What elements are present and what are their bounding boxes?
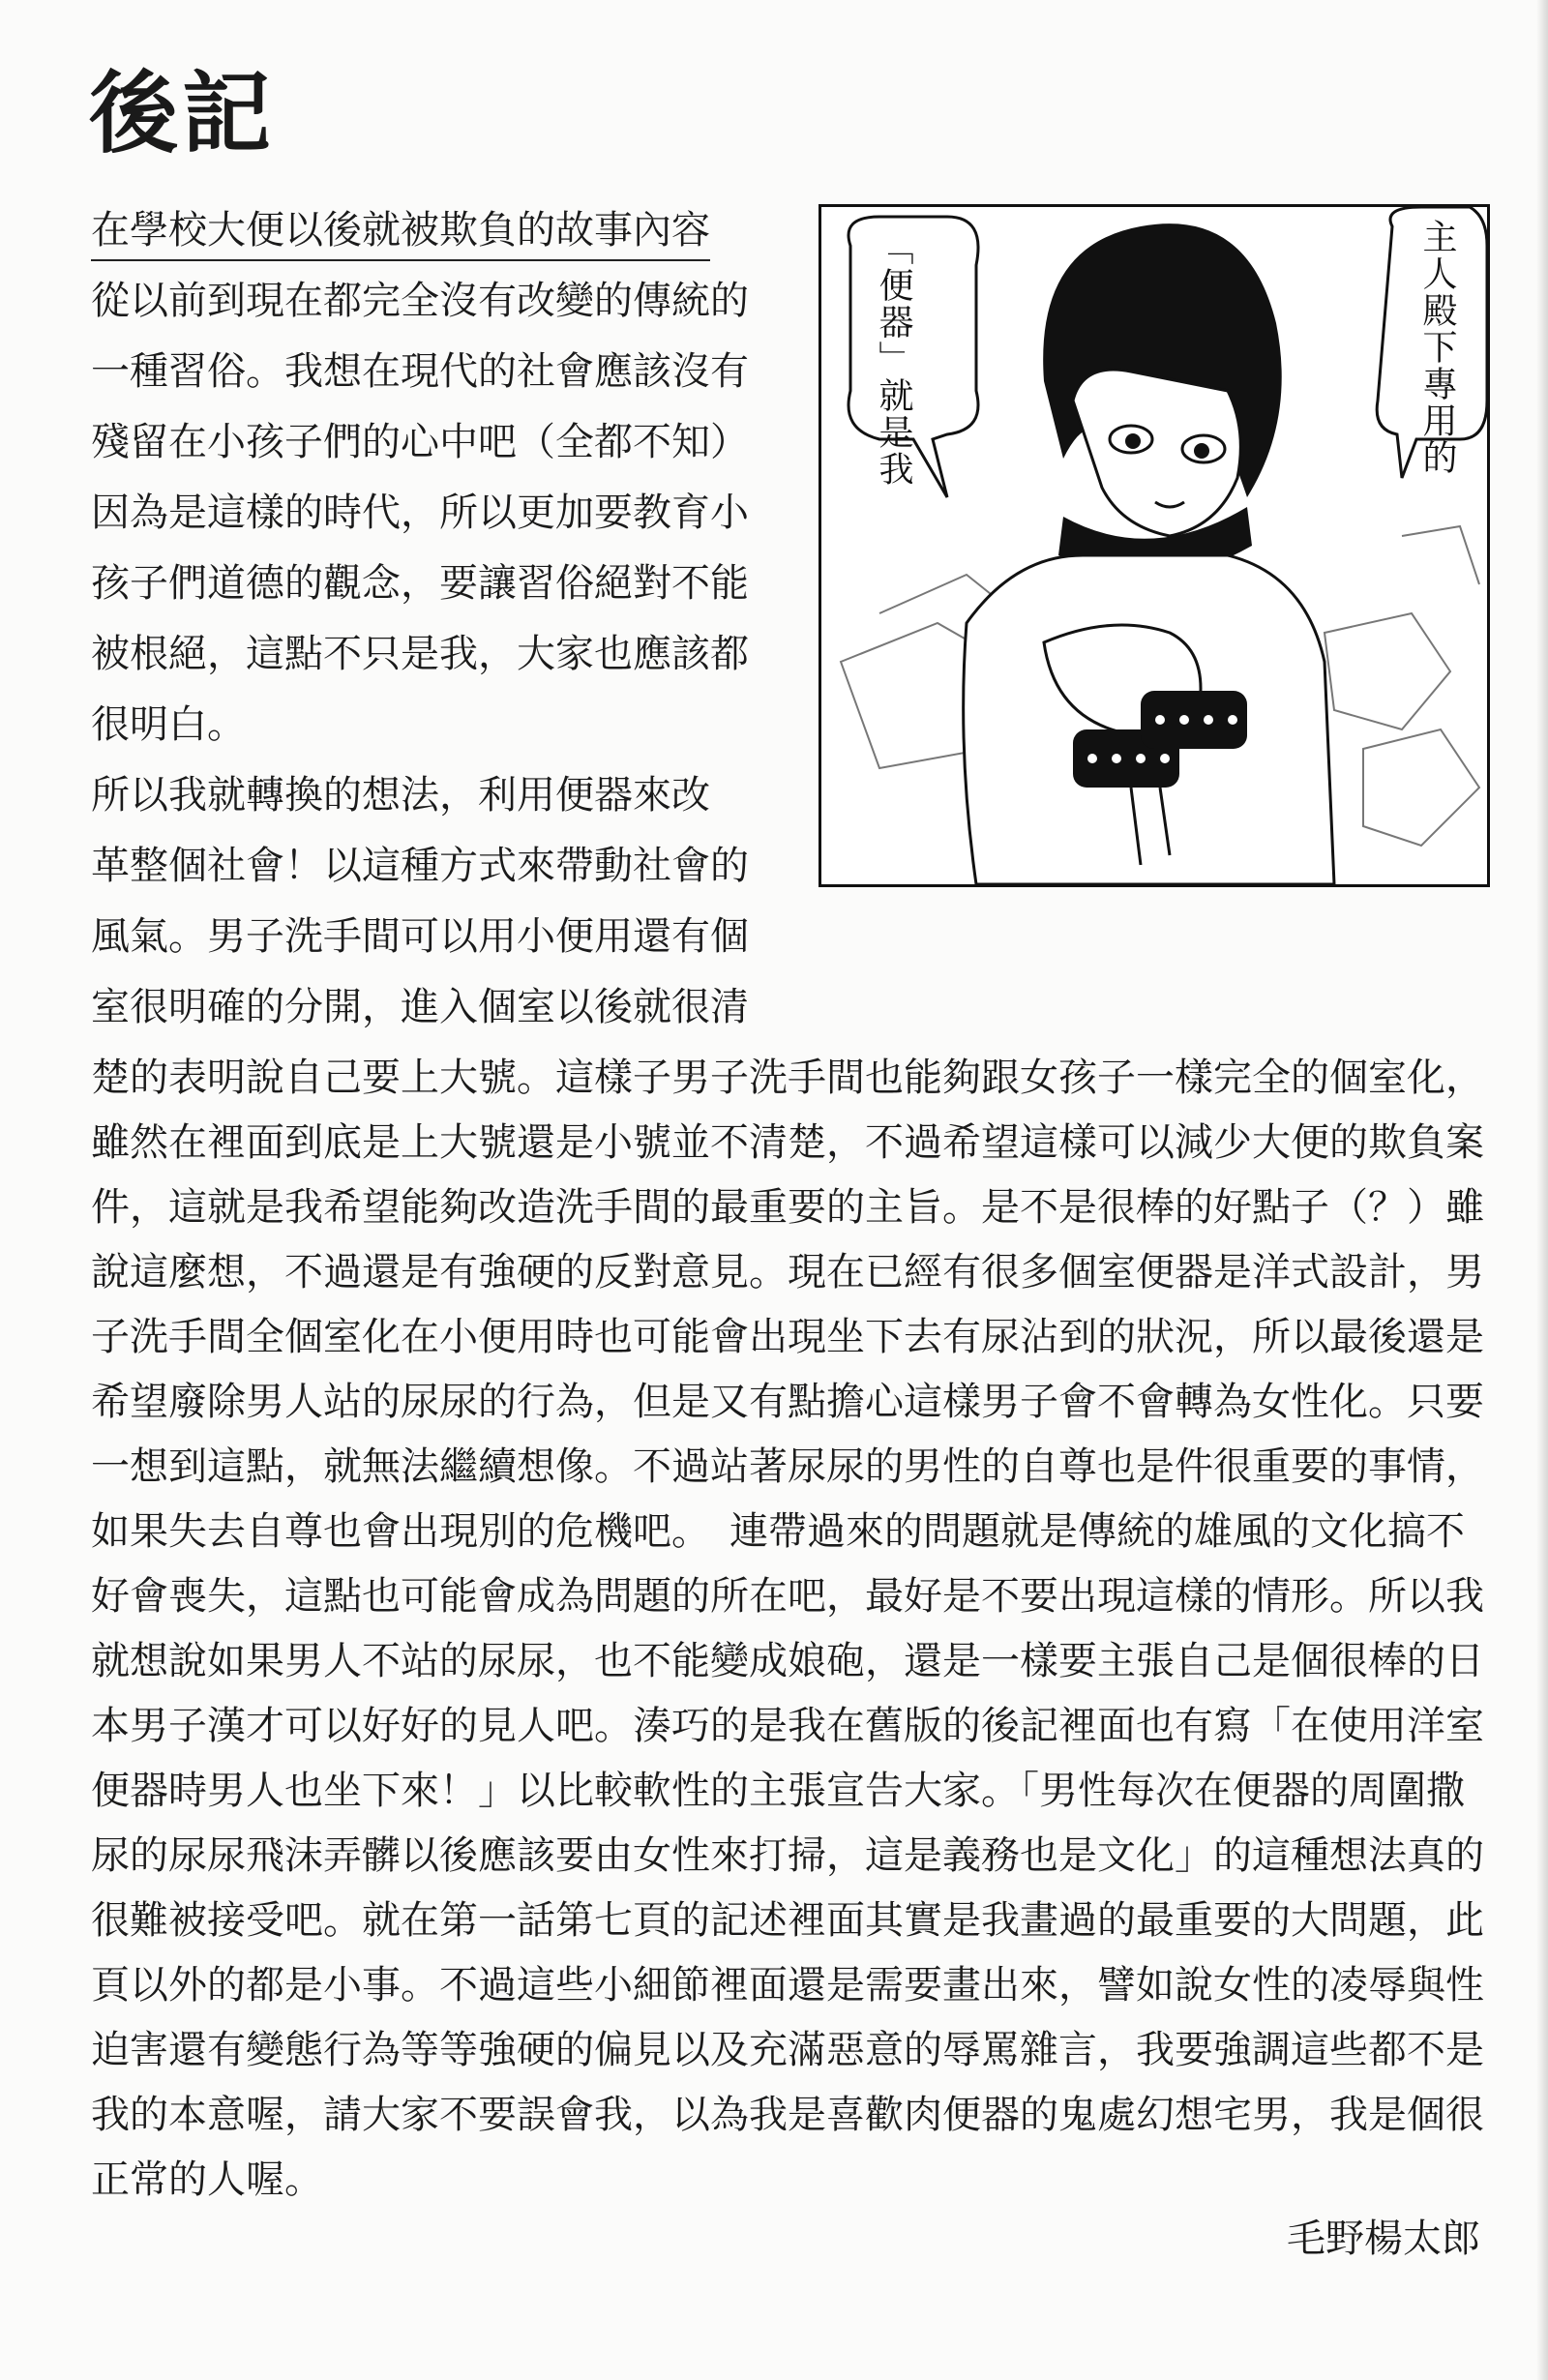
text-line: 本男子漢才可以好好的見人吧。湊巧的是我在舊版的後記裡面也有寫「在使用洋室	[91, 1704, 1484, 1748]
text-line: 便器時男人也坐下來！」以比較軟性的主張宣告大家。「男性每次在便器的周圍撒	[91, 1769, 1465, 1813]
text-line: 很明白。	[91, 702, 246, 747]
illustration-image	[821, 207, 1487, 884]
text-line: 希望廢除男人站的尿尿的行為，但是又有點擔心這樣男子會不會轉為女性化。只要	[91, 1380, 1484, 1424]
text-line: 雖然在裡面到底是上大號還是小號並不清楚，不過希望這樣可以減少大便的欺負案	[91, 1120, 1484, 1165]
text-line: 如果失去自尊也會出現別的危機吧。 連帶過來的問題就是傳統的雄風的文化搞不	[91, 1509, 1465, 1554]
text-line: 楚的表明說自己要上大號。這樣子男子洗手間也能夠跟女孩子一樣完全的個室化，	[91, 1056, 1484, 1100]
text-line: 很難被接受吧。就在第一話第七頁的記述裡面其實是我畫過的最重要的大問題，此	[91, 1898, 1484, 1943]
text-line: 頁以外的都是小事。不過這些小細節裡面還是需要畫出來，譬如說女性的凌辱與性	[91, 1963, 1484, 2008]
speech-text-right: 主人殿下專用的	[1417, 219, 1457, 476]
text-line: 革整個社會！以這種方式來帶動社會的	[91, 844, 749, 888]
text-line: 一種習俗。我想在現代的社會應該沒有	[91, 349, 749, 394]
text-line: 說這麼想，不過還是有強硬的反對意見。現在已經有很多個室便器是洋式設計，男	[91, 1250, 1484, 1294]
text-line: 風氣。男子洗手間可以用小便用還有個	[91, 914, 749, 959]
text-line: 尿的尿尿飛沫弄髒以後應該要由女性來打掃，這是義務也是文化」的這種想法真的	[91, 1833, 1484, 1878]
text-line: 就想說如果男人不站的尿尿，也不能變成娘砲，還是一樣要主張自己是個很棒的日	[91, 1639, 1484, 1683]
text-line: 我的本意喔，請大家不要誤會我，以為我是喜歡肉便器的鬼處幻想宅男，我是個很	[91, 2093, 1484, 2137]
text-line: 孩子們道德的觀念，要讓習俗絕對不能	[91, 561, 749, 606]
page-title: 後記	[89, 62, 276, 165]
text-line: 所以我就轉換的想法，利用便器來改	[91, 773, 710, 818]
speech-text-left: 「便器」就是我	[874, 230, 913, 488]
text-line	[91, 201, 768, 259]
text-line: 殘留在小孩子們的心中吧（全都不知）	[91, 420, 749, 464]
text-line: 件，這就是我希望能夠改造洗手間的最重要的主旨。是不是很棒的好點子（？）雖	[91, 1185, 1484, 1230]
text-line: 正常的人喔。	[91, 2157, 323, 2202]
text-line: 子洗手間全個室化在小便用時也可能會出現坐下去有尿沾到的狀況，所以最後還是	[91, 1315, 1484, 1359]
page-edge	[1536, 0, 1548, 2380]
text-line: 被根絕，這點不只是我，大家也應該都	[91, 632, 749, 676]
first-line-underlined: 在學校大便以後就被欺負的故事內容	[91, 201, 710, 261]
text-line: 好會喪失，這點也可能會成為問題的所在吧，最好是不要出現這樣的情形。所以我	[91, 1574, 1484, 1619]
text-line: 一想到這點，就無法繼續想像。不過站著尿尿的男性的自尊也是件很重要的事情，	[91, 1444, 1484, 1489]
text-line: 因為是這樣的時代，所以更加要教育小	[91, 491, 749, 535]
text-line: 從以前到現在都完全沒有改變的傳統的	[91, 279, 749, 323]
illustration-panel	[819, 204, 1490, 887]
author-signature: 毛野楊太郎	[1287, 2216, 1480, 2261]
text-line: 迫害還有變態行為等等強硬的偏見以及充滿惡意的辱罵雜言，我要強調這些都不是	[91, 2028, 1484, 2072]
text-line: 室很明確的分開，進入個室以後就很清	[91, 985, 749, 1029]
